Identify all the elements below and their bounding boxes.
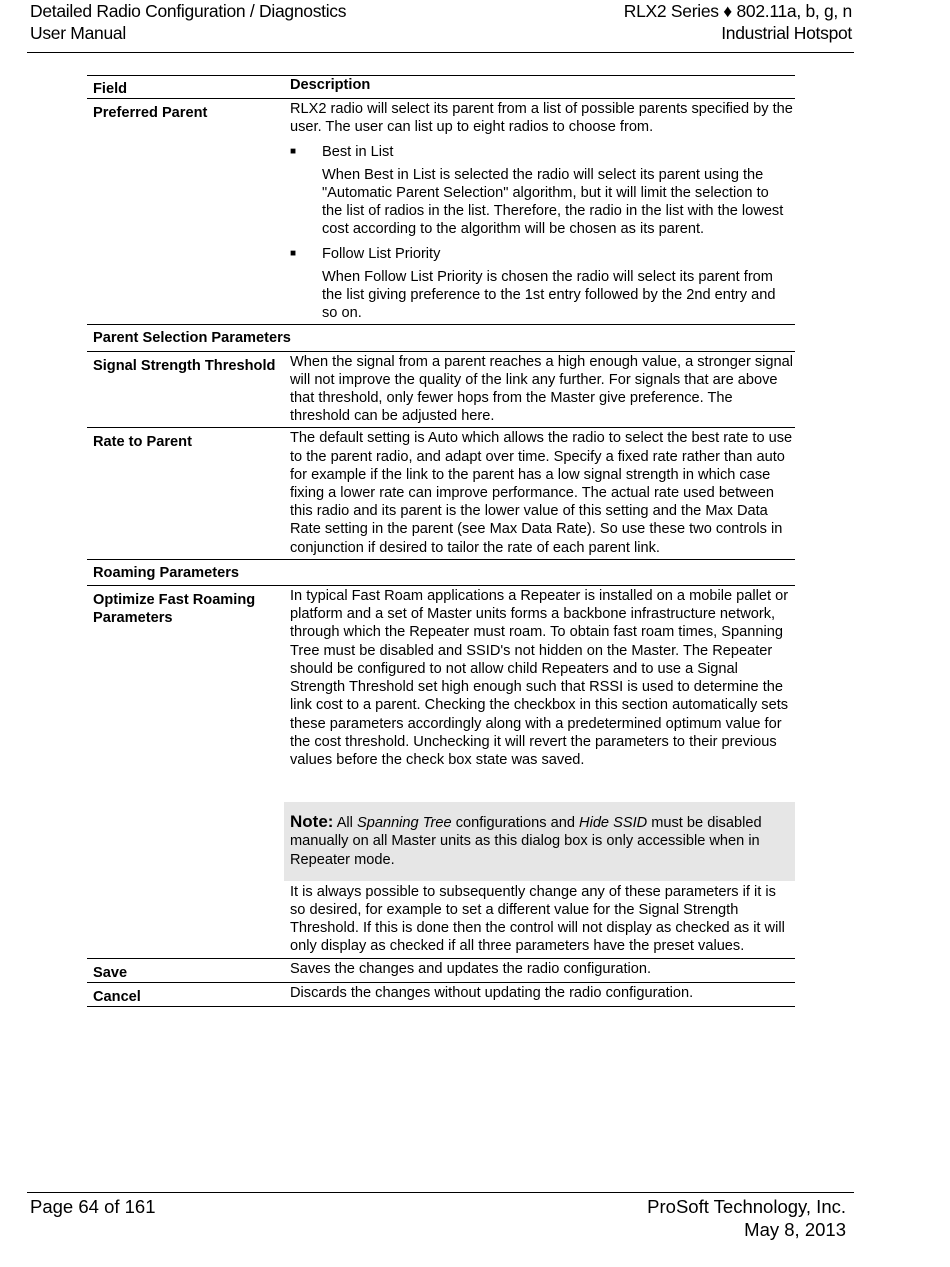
field-name: Save <box>93 964 128 981</box>
note-text: must be disabled manually on all Master units as this dialog box is only accessible when in Repeater mode. <box>290 815 762 868</box>
note-text: All <box>336 815 353 832</box>
field-name: Cancel <box>93 988 141 1005</box>
footer-rule <box>27 1192 854 1193</box>
field-name: Signal Strength Threshold <box>93 357 276 374</box>
header-document-type: User Manual <box>30 23 126 43</box>
header-product-series: RLX2 Series ♦ 802.11a, b, g, n <box>623 1 852 21</box>
table-row-fast-roaming <box>87 586 795 958</box>
note-label: Note: <box>290 812 334 832</box>
table-row-save <box>87 959 795 983</box>
running-header-left <box>30 0 346 44</box>
header-section-title: Detailed Radio Configuration / Diagnostics <box>30 1 347 21</box>
bullet-title: Best in List <box>322 143 394 160</box>
note-term-spanning-tree: Spanning Tree <box>356 815 452 832</box>
bullet-title: Follow List Priority <box>322 245 441 262</box>
note-text: configurations and <box>455 815 575 832</box>
field-name: Rate to Parent <box>93 434 192 451</box>
field-name: Optimize Fast Roaming Parameters <box>93 592 256 627</box>
bullet-icon: ■ <box>290 247 297 259</box>
table-header-row <box>87 76 795 99</box>
page-number: Page 64 of 161 <box>30 1196 156 1217</box>
bullet-item <box>290 143 793 161</box>
footer-date: May 8, 2013 <box>744 1219 846 1240</box>
field-name: Preferred Parent <box>93 105 208 122</box>
field-description <box>290 99 795 324</box>
section-heading-parent-selection: Parent Selection Parameters <box>87 325 795 351</box>
note-box <box>284 802 795 881</box>
bullet-text: When Best in List is selected the radio will select its parent using the "Automatic Parent Selection" algorithm, but it will limit the selection to the list of radios in the list. Therefore, the radio in the list with the lowest cost according to the algorithm will be chosen as its parent. <box>322 166 784 238</box>
table-row-preferred-parent <box>87 99 795 325</box>
bullet-text: When Follow List Priority is chosen the radio will select its parent from the list giving preference to the 1st entry followed by the 2nd entry and so on. <box>322 268 776 322</box>
header-rule <box>27 52 854 53</box>
bullet-icon: ■ <box>290 145 297 157</box>
description-text: RLX2 radio will select its parent from a list of possible parents specified by the user. The user can list up to eight radios to choose from. <box>290 101 793 136</box>
table-row-rate-to-parent <box>87 428 795 559</box>
field-description-table <box>87 75 795 1007</box>
table-row-signal-strength <box>87 352 795 429</box>
running-footer-right <box>647 1195 846 1241</box>
running-header-right <box>624 0 852 44</box>
description-text: In typical Fast Roam applications a Repeater is installed on a mobile pallet or platform and a set of Master units forms a backbone infrastructure network, through which the Repeater must roam. To obtain fast roam times, Spanning Tree must be disabled and SSID's not hidden on the Master. The Repeater should be configured to not allow child Repeaters and to use a Signal Strength Threshold set high enough such that RSSI is used to determine the link cost to a parent. Checking the checkbox in this section automatically sets these parameters accordingly along with a predetermined optimum value for the cost threshold. Unchecking it will revert the parameters to their previous values before the check box state was saved. <box>290 588 789 768</box>
bullet-item <box>290 245 793 263</box>
field-description: When the signal from a parent reaches a high enough value, a stronger signal will not improve the quality of the link any further. For signals that are above that threshold, only fewer hops from the Master give preference. The threshold can be adjusted here. <box>290 353 793 425</box>
footer-company: ProSoft Technology, Inc. <box>647 1196 846 1217</box>
field-description: Discards the changes without updating the radio configuration. <box>290 984 694 1001</box>
field-description <box>290 586 795 957</box>
table-row-cancel <box>87 983 795 1007</box>
description-text: It is always possible to subsequently change any of these parameters if it is so desired, for example to set a different value for the Signal Strength Threshold. If this is done then the control will not display as checked as it will only display as checked if all three parameters have the preset values. <box>290 883 785 955</box>
section-heading-roaming: Roaming Parameters <box>87 560 795 586</box>
field-description: Saves the changes and updates the radio configuration. <box>290 960 652 977</box>
column-header-description: Description <box>290 77 371 93</box>
note-term-hide-ssid: Hide SSID <box>579 815 648 832</box>
header-product-type: Industrial Hotspot <box>721 23 852 43</box>
column-header-field: Field <box>93 81 128 97</box>
field-description: The default setting is Auto which allows the radio to select the best rate to use to the parent radio, and adapt over time. Specify a fixed rate rather than auto for example if the link to the parent has a low signal strength in which case fixing a lower rate can improve performance. The actual rate used between this radio and its parent is the lower value of this setting and the Max Data Rate setting in the parent (see Max Data Rate). So use these two controls in conjunction if desired to tailor the rate of each parent link. <box>290 430 793 556</box>
